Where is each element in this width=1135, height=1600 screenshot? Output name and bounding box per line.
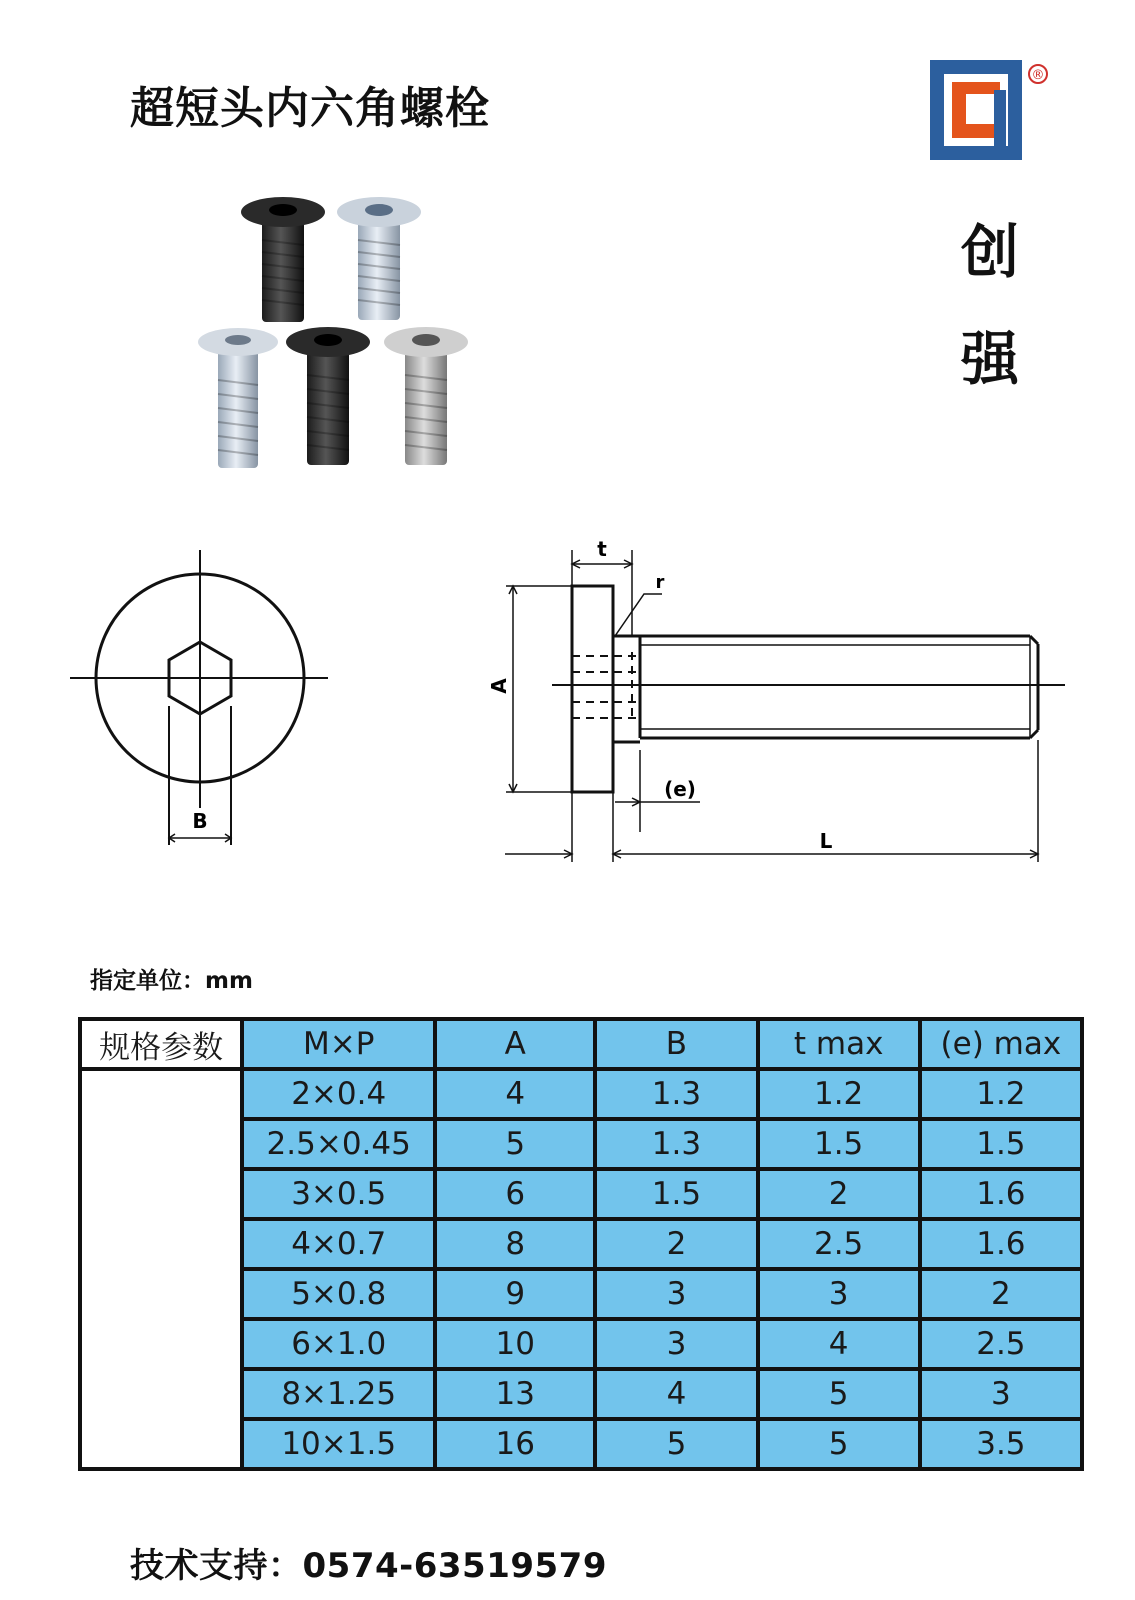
table-header-row: [80, 1019, 1082, 1069]
table-cell: 1.5: [595, 1169, 757, 1219]
blank-side-cell: [80, 1069, 242, 1469]
brand-char-1: 创: [960, 218, 1019, 286]
table-row: [80, 1069, 1082, 1119]
product-photo: [195, 190, 495, 490]
label-A: A: [487, 678, 511, 694]
header-mxp: M×P: [242, 1019, 435, 1069]
table-cell: 2.5: [920, 1319, 1082, 1369]
table-cell: 6: [435, 1169, 595, 1219]
table-cell: 8: [435, 1219, 595, 1269]
top-view: [70, 550, 328, 845]
table-cell: 2: [920, 1269, 1082, 1319]
header-a: A: [435, 1019, 595, 1069]
screw-black-2: [286, 327, 370, 465]
support-phone: 技术支持：0574-63519579: [130, 1546, 607, 1586]
table-cell: 10: [435, 1319, 595, 1369]
table-cell: 10×1.5: [242, 1419, 435, 1469]
table-cell: 5: [435, 1119, 595, 1169]
table-cell: 5: [758, 1419, 920, 1469]
table-cell: 2.5×0.45: [242, 1119, 435, 1169]
header-e-max: (e) max: [920, 1019, 1082, 1069]
table-cell: 1.3: [595, 1069, 757, 1119]
table-cell: 1.5: [758, 1119, 920, 1169]
table-cell: 1.2: [920, 1069, 1082, 1119]
table-cell: 5: [758, 1369, 920, 1419]
header-b: B: [595, 1019, 757, 1069]
table-cell: 6×1.0: [242, 1319, 435, 1369]
technical-drawing: [0, 540, 1135, 900]
table-cell: 2×0.4: [242, 1069, 435, 1119]
table-cell: 4×0.7: [242, 1219, 435, 1269]
table-cell: 5: [595, 1419, 757, 1469]
table-cell: 4: [595, 1369, 757, 1419]
table-cell: 3: [595, 1269, 757, 1319]
table-cell: 1.6: [920, 1169, 1082, 1219]
table-cell: 3×0.5: [242, 1169, 435, 1219]
table-cell: 1.3: [595, 1119, 757, 1169]
table-cell: 1.6: [920, 1219, 1082, 1269]
table-cell: 3: [758, 1269, 920, 1319]
label-e: (e): [664, 777, 696, 801]
label-t: t: [597, 540, 607, 561]
table-cell: 4: [435, 1069, 595, 1119]
table-cell: 16: [435, 1419, 595, 1469]
table-cell: 3: [595, 1319, 757, 1369]
table-cell: 1.5: [920, 1119, 1082, 1169]
table-cell: 3.5: [920, 1419, 1082, 1469]
label-B: B: [192, 809, 208, 833]
spec-table: [78, 1017, 1084, 1471]
table-cell: 2: [595, 1219, 757, 1269]
table-corner-label: 规格参数: [80, 1019, 242, 1069]
brand-char-2: 强: [960, 325, 1019, 393]
company-logo: [930, 60, 1050, 170]
table-cell: 1.2: [758, 1069, 920, 1119]
table-cell: 8×1.25: [242, 1369, 435, 1419]
table-cell: 5×0.8: [242, 1269, 435, 1319]
page-title: 超短头内六角螺栓: [130, 83, 490, 134]
screw-zinc-2: [198, 328, 278, 468]
side-view: [505, 550, 1065, 862]
table-cell: 3: [920, 1369, 1082, 1419]
registered-mark: ®: [1031, 68, 1045, 83]
screw-silver-1: [384, 327, 468, 465]
header-t-max: t max: [758, 1019, 920, 1069]
table-cell: 9: [435, 1269, 595, 1319]
table-cell: 2.5: [758, 1219, 920, 1269]
table-cell: 13: [435, 1369, 595, 1419]
label-L: L: [819, 829, 833, 853]
label-r: r: [655, 572, 665, 593]
table-cell: 4: [758, 1319, 920, 1369]
table-cell: 2: [758, 1169, 920, 1219]
unit-label: 指定单位：mm: [90, 968, 253, 994]
